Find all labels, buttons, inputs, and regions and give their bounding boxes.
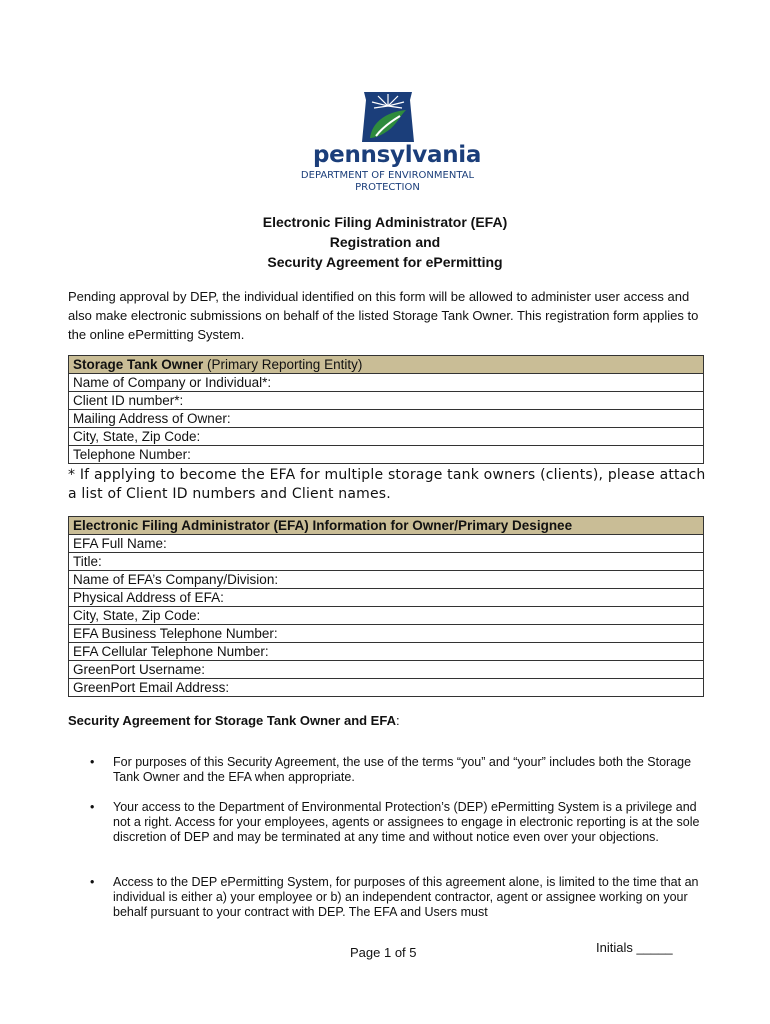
pa-dep-logo [300, 92, 482, 197]
bullet-icon: • [90, 755, 95, 769]
efa-field-row[interactable]: Physical Address of EFA: [69, 589, 704, 607]
security-agreement-heading: Security Agreement for Storage Tank Owner and EFA: [68, 713, 400, 728]
page-number: Page 1 of 5 [350, 945, 417, 960]
efa-field-row[interactable]: Name of EFA’s Company/Division: [69, 571, 704, 589]
title-line-1: Electronic Filing Administrator (EFA) [262, 214, 508, 230]
owner-field-row[interactable]: Client ID number*: [69, 392, 704, 410]
owner-field-row[interactable]: Mailing Address of Owner: [69, 410, 704, 428]
bullet-icon: • [90, 800, 95, 814]
efa-field-row[interactable]: EFA Full Name: [69, 535, 704, 553]
efa-field-row[interactable]: GreenPort Username: [69, 661, 704, 679]
efa-field-row[interactable]: EFA Cellular Telephone Number: [69, 643, 704, 661]
owner-field-row[interactable]: Name of Company or Individual*: [69, 374, 704, 392]
intro-paragraph: Pending approval by DEP, the individual identified on this form will be allowed to administer user access and also make electronic submissions on behalf of the listed Storage Tank Owner. This registration form applies to the online ePermitting System. [68, 289, 699, 342]
owner-field-row[interactable]: Telephone Number: [69, 446, 704, 464]
title-line-2: Registration and [329, 234, 441, 250]
efa-field-row[interactable]: Title: [69, 553, 704, 571]
efa-field-row[interactable]: GreenPort Email Address: [69, 679, 704, 697]
efa-table [68, 516, 704, 697]
initials-field[interactable]: Initials _____ [596, 940, 673, 955]
owner-table-header: Storage Tank Owner (Primary Reporting Entity) [69, 356, 704, 374]
multiple-owners-note: * If applying to become the EFA for multiple storage tank owners (clients), please attach a list of Client ID numbers and Client names. [68, 467, 706, 502]
owner-table [68, 355, 704, 464]
owner-field-row[interactable]: City, State, Zip Code: [69, 428, 704, 446]
efa-table-header: Electronic Filing Administrator (EFA) Information for Owner/Primary Designee [69, 517, 704, 535]
efa-field-row[interactable]: City, State, Zip Code: [69, 607, 704, 625]
bullet-icon: • [90, 875, 95, 889]
efa-field-row[interactable]: EFA Business Telephone Number: [69, 625, 704, 643]
logo-wordmark: pennsylvania [313, 142, 482, 168]
logo-department: DEPARTMENT OF ENVIRONMENTAL PROTECTION [300, 170, 475, 193]
keystone-icon [360, 92, 416, 144]
document-title [0, 212, 770, 272]
title-line-3: Security Agreement for ePermitting [267, 254, 503, 270]
